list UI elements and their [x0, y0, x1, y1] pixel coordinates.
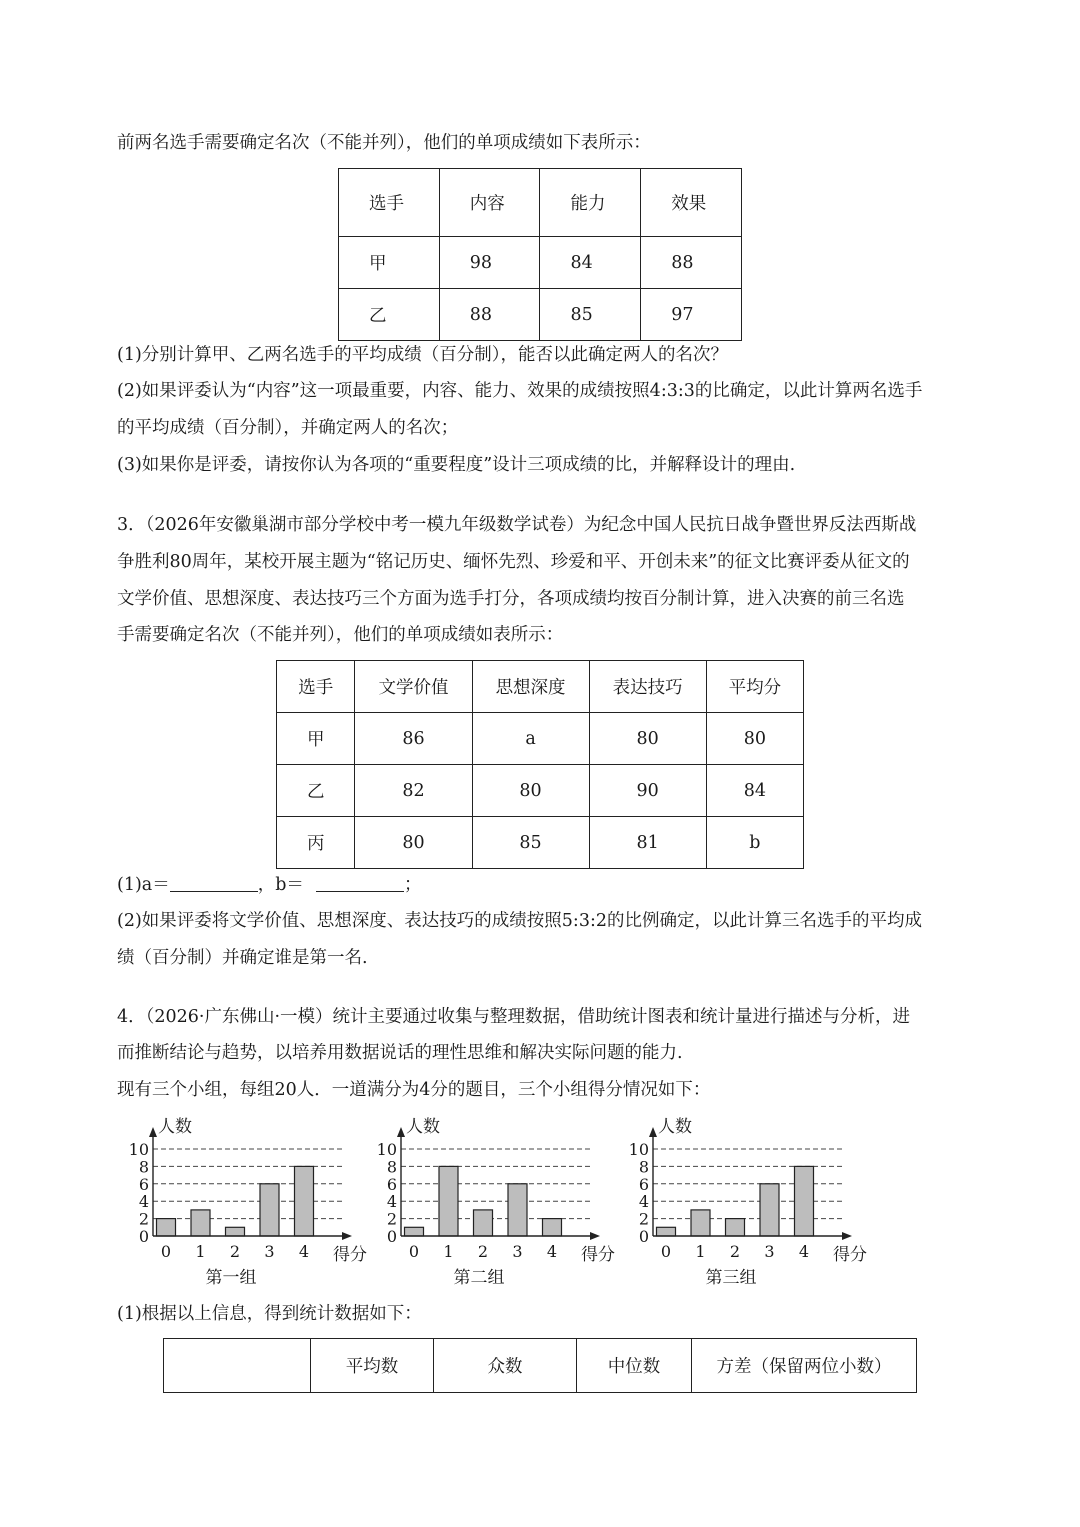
- table-cell: 方差（保留两位小数）: [692, 1339, 917, 1393]
- table-header-row: [277, 661, 804, 713]
- x-tick-label: 3: [512, 1242, 523, 1261]
- x-axis-arrow-icon: [590, 1232, 600, 1240]
- x-tick-label: 2: [729, 1242, 741, 1261]
- x-axis-label: 得分: [581, 1245, 615, 1265]
- q1-prefix: (1)a＝: [117, 875, 170, 895]
- y-tick-label: 0: [386, 1227, 397, 1246]
- y-tick-label: 6: [386, 1174, 397, 1194]
- bar: [508, 1184, 527, 1236]
- x-tick-label: 0: [160, 1242, 172, 1261]
- table-cell: 80: [706, 713, 803, 765]
- table-cell: 80: [355, 817, 472, 869]
- table-cell: 80: [589, 713, 706, 765]
- y-axis-arrow-icon: [649, 1127, 657, 1137]
- y-tick-label: 4: [138, 1192, 149, 1212]
- y-axis-arrow-icon: [397, 1127, 405, 1137]
- x-axis-arrow-icon: [342, 1232, 352, 1240]
- table-cell: 思想深度: [472, 661, 589, 713]
- q1-mid: ，b＝: [257, 875, 304, 895]
- bar: [657, 1227, 676, 1236]
- question-line: 的平均成绩（百分制），并确定两人的名次；: [117, 418, 459, 438]
- bar: [295, 1166, 314, 1236]
- bar: [226, 1227, 245, 1236]
- problem-3-line: 手需要确定名次（不能并列），他们的单项成绩如表所示：: [117, 625, 564, 645]
- y-tick-label: 8: [638, 1157, 649, 1177]
- table-cell: 85: [540, 289, 641, 341]
- problem-4-line: 现有三个小组，每组20人．一道满分为4分的题目，三个小组得分情况如下：: [117, 1080, 711, 1100]
- bar: [474, 1210, 493, 1236]
- y-axis-label: 人数: [406, 1117, 440, 1137]
- y-tick-label: 10: [376, 1140, 397, 1159]
- table-cell: 80: [472, 765, 589, 817]
- y-axis-arrow-icon: [149, 1127, 157, 1137]
- y-tick-label: 0: [138, 1227, 149, 1246]
- chart-title: 第二组: [453, 1268, 505, 1288]
- table-cell: 86: [355, 713, 472, 765]
- x-tick-label: 2: [477, 1242, 489, 1261]
- y-axis-label: 人数: [658, 1117, 692, 1137]
- table-row: [339, 289, 742, 341]
- problem-4-q1: (1)根据以上信息，得到统计数据如下：: [117, 1304, 422, 1324]
- table-cell: 81: [589, 817, 706, 869]
- bar: [157, 1219, 176, 1236]
- table-header-row: [164, 1339, 917, 1393]
- y-tick-label: 8: [386, 1157, 397, 1177]
- answer-blank-a[interactable]: [170, 873, 258, 892]
- x-tick-label: 1: [695, 1242, 706, 1261]
- table-cell: 85: [472, 817, 589, 869]
- table-cell: 乙: [339, 289, 440, 341]
- table-cell: 选手: [339, 169, 440, 237]
- y-tick-label: 0: [638, 1227, 649, 1246]
- problem-4-line: 4．（2026·广东佛山·一模）统计主要通过收集与整理数据，借助统计图表和统计量进行描述与分析，进: [117, 1007, 911, 1027]
- chart-title: 第三组: [705, 1268, 757, 1288]
- table-cell: 88: [641, 237, 742, 289]
- y-tick-label: 6: [138, 1174, 149, 1194]
- table-cell: 表达技巧: [589, 661, 706, 713]
- y-tick-label: 4: [638, 1192, 649, 1212]
- table-cell: 82: [355, 765, 472, 817]
- y-tick-label: 2: [138, 1209, 149, 1229]
- q1-suffix: ；: [403, 875, 422, 895]
- bar: [191, 1210, 210, 1236]
- table-row: [277, 817, 804, 869]
- table-row: [277, 713, 804, 765]
- x-axis-label: 得分: [833, 1245, 867, 1265]
- table-cell: 文学价值: [355, 661, 472, 713]
- bar: [439, 1166, 458, 1236]
- scores-table-2: [276, 660, 804, 869]
- y-axis-label: 人数: [158, 1117, 192, 1137]
- x-tick-label: 4: [798, 1242, 810, 1261]
- problem-3-line: 文学价值、思想深度、表达技巧三个方面为选手打分，各项成绩均按百分制计算，进入决赛的前三名选: [117, 589, 905, 609]
- y-tick-label: 10: [628, 1140, 649, 1159]
- y-tick-label: 8: [138, 1157, 149, 1177]
- x-axis-label: 得分: [333, 1245, 367, 1265]
- problem-3-q2: (2)如果评委将文学价值、思想深度、表达技巧的成绩按照5:3:2的比例确定，以此计算三名选手的平均成: [117, 911, 922, 931]
- y-tick-label: 2: [638, 1209, 649, 1229]
- bar: [691, 1210, 710, 1236]
- table-cell: b: [706, 817, 803, 869]
- table-cell: 选手: [277, 661, 355, 713]
- table-row: [277, 765, 804, 817]
- bar-chart-group-2: [358, 1108, 618, 1293]
- problem-3-q2: 绩（百分制）并确定谁是第一名.: [117, 948, 368, 968]
- question-line: (1)分别计算甲、乙两名选手的平均成绩（百分制），能否以此确定两人的名次？: [117, 345, 729, 365]
- stats-table: [163, 1338, 917, 1393]
- table-cell: 丙: [277, 817, 355, 869]
- bar-chart-group-1: [110, 1108, 370, 1293]
- bar: [405, 1227, 424, 1236]
- table-cell: 中位数: [577, 1339, 692, 1393]
- x-tick-label: 4: [546, 1242, 558, 1261]
- x-tick-label: 3: [264, 1242, 275, 1261]
- bar: [760, 1184, 779, 1236]
- intro-line: 前两名选手需要确定名次（不能并列），他们的单项成绩如下表所示：: [117, 133, 651, 153]
- scores-table-1: [338, 168, 742, 341]
- x-tick-label: 4: [298, 1242, 310, 1261]
- x-tick-label: 2: [229, 1242, 241, 1261]
- answer-blank-b[interactable]: [316, 873, 404, 892]
- table-cell: 甲: [339, 237, 440, 289]
- bar: [726, 1219, 745, 1236]
- problem-4-line: 而推断结论与趋势，以培养用数据说话的理性思维和解决实际问题的能力.: [117, 1043, 683, 1063]
- table-header-row: [339, 169, 742, 237]
- table-cell: 乙: [277, 765, 355, 817]
- problem-3-q1: [117, 873, 421, 897]
- table-cell: 97: [641, 289, 742, 341]
- table-cell: 内容: [439, 169, 540, 237]
- table-cell: 84: [540, 237, 641, 289]
- table-cell: 平均分: [706, 661, 803, 713]
- table-cell: 甲: [277, 713, 355, 765]
- y-tick-label: 2: [386, 1209, 397, 1229]
- table-cell: 84: [706, 765, 803, 817]
- table-row: [339, 237, 742, 289]
- table-cell: 88: [439, 289, 540, 341]
- x-tick-label: 1: [443, 1242, 454, 1261]
- y-tick-label: 10: [128, 1140, 149, 1159]
- table-cell: 平均数: [311, 1339, 434, 1393]
- bar: [795, 1166, 814, 1236]
- x-tick-label: 0: [660, 1242, 672, 1261]
- table-cell: 90: [589, 765, 706, 817]
- bar-chart-group-3: [610, 1108, 870, 1293]
- bar: [260, 1184, 279, 1236]
- table-cell: 能力: [540, 169, 641, 237]
- table-cell: 效果: [641, 169, 742, 237]
- table-cell: a: [472, 713, 589, 765]
- x-axis-arrow-icon: [842, 1232, 852, 1240]
- question-line: (2)如果评委认为“内容”这一项最重要，内容、能力、效果的成绩按照4:3:3的比确定，以此计算两名选手: [117, 381, 923, 401]
- chart-title: 第一组: [205, 1268, 257, 1288]
- y-tick-label: 6: [638, 1174, 649, 1194]
- x-tick-label: 1: [195, 1242, 206, 1261]
- table-cell: 98: [439, 237, 540, 289]
- x-tick-label: 0: [408, 1242, 420, 1261]
- question-line: (3)如果你是评委，请按你认为各项的“重要程度”设计三项成绩的比，并解释设计的理由.: [117, 455, 796, 475]
- x-tick-label: 3: [764, 1242, 775, 1261]
- table-cell: [164, 1339, 311, 1393]
- problem-3-line: 争胜利80周年，某校开展主题为“铭记历史、缅怀先烈、珍爱和平、开创未来”的征文比赛评委从征文的: [117, 552, 910, 572]
- problem-3-line: 3．（2026年安徽巢湖市部分学校中考一模九年级数学试卷）为纪念中国人民抗日战争暨世界反法西斯战: [117, 515, 917, 535]
- y-tick-label: 4: [386, 1192, 397, 1212]
- table-cell: 众数: [434, 1339, 577, 1393]
- bar: [543, 1219, 562, 1236]
